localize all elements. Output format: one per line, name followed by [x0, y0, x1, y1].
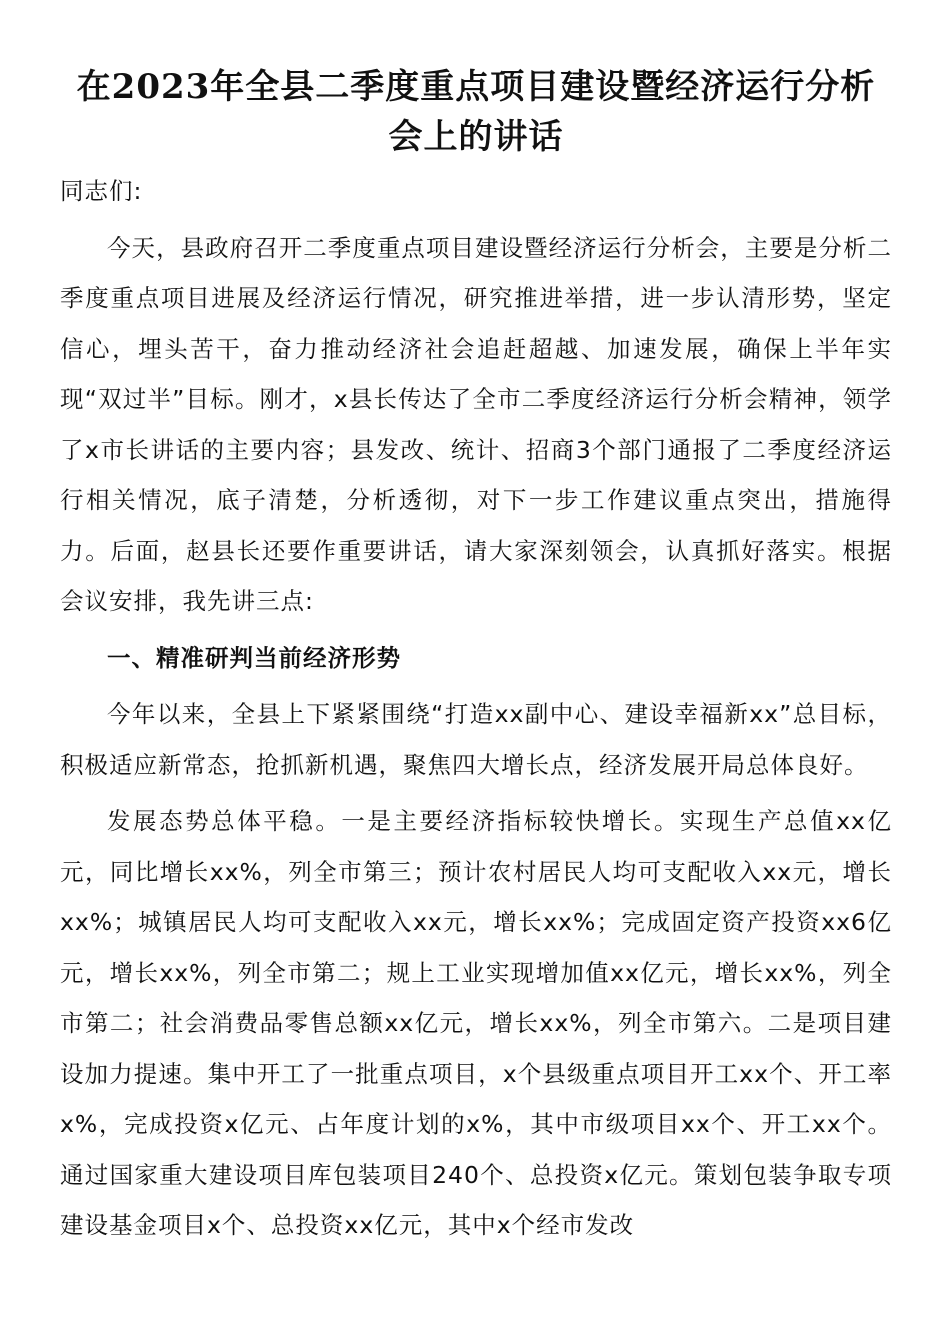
salutation: 同志们: — [60, 177, 143, 205]
intro-paragraph: 今天，县政府召开二季度重点项目建设暨经济运行分析会，主要是分析二季度重点项目进展及经济运行情况，研究推进举措，进一步认清形势，坚定信心，埋头苦干，奋力推动经济社会追赶超越、加速发展，确保上半年实现“双过半”目标。刚才，x县长传达了全市二季度经济运行分析会精神，领学了x市长讲话的主要内容；县发改、统计、招商3个部门通报了二季度经济运行相关情况，底子清楚，分析透彻，对下一步工作建议重点突出，措施得力。后面，赵县长还要作重要讲话，请大家深刻领会，认真抓好落实。根据会议安排，我先讲三点: — [60, 233, 892, 615]
section1-paragraph-2: 发展态势总体平稳。一是主要经济指标较快增长。实现生产总值xx亿元，同比增长xx%，列全市第三；预计农村居民人均可支配收入xx元，增长xx%；城镇居民人均可支配收入xx元，增长xx%；完成固定资产投资xx6亿元，增长xx%，列全市第二；规上工业实现增加值xx亿元，增长xx%，列全市第二；社会消费品零售总额xx亿元，增长xx%，列全市第六。二是项目建设加力提速。集中开工了一批重点项目，x个县级重点项目开工xx个、开工率x%，完成投资x亿元、占年度计划的x%，其中市级项目xx个、开工xx个。通过国家重大建设项目库包装项目240个、总投资x亿元。策划包装争取专项建设基金项目x个、总投资xx亿元，其中x个经市发改 — [60, 807, 892, 1239]
section-heading-1: 一、精准研判当前经济形势 — [107, 643, 401, 672]
document-title: 在2023年全县二季度重点项目建设暨经济运行分析会上的讲话 — [76, 67, 876, 157]
document-page — [60, 62, 892, 1251]
section1-paragraph-1: 今年以来，全县上下紧紧围绕“打造xx副中心、建设幸福新xx”总目标，积极适应新常态，抢抓新机遇，聚焦四大增长点，经济发展开局总体良好。 — [60, 700, 892, 779]
